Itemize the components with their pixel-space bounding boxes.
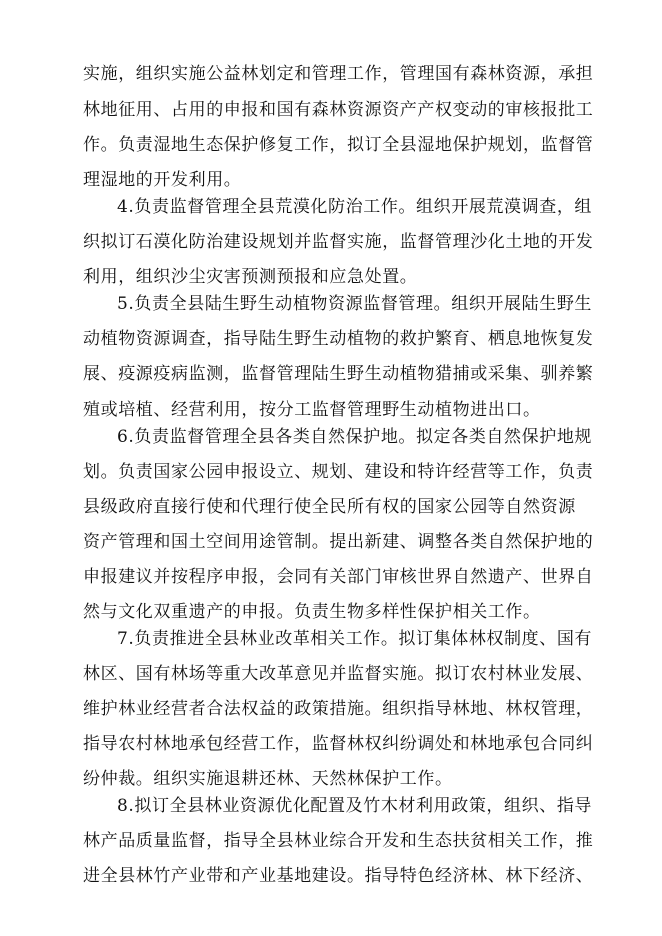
text-line: 然与文化双重遗产的申报。负责生物多样性保护相关工作。 bbox=[83, 602, 541, 622]
paragraph-7-start: 7.负责推进全县林业改革相关工作。拟订集体林权制度、国有 bbox=[117, 629, 593, 649]
text-line: 林产品质量监督，指导全县林业综合开发和生态扶贫相关工作，推 bbox=[83, 831, 594, 851]
text-line: 展、疫源疫病监测，监督管理陆生野生动植物猎捕或采集、驯养繁 bbox=[83, 364, 594, 384]
text-line: 申报建议并按程序申报，会同有关部门审核世界自然遗产、世界自 bbox=[83, 567, 594, 587]
text-line: 织拟订石漠化防治建设规划并监督实施，监督管理沙化土地的开发 bbox=[83, 232, 594, 252]
text-line: 动植物资源调查，指导陆生野生动植物的救护繁育、栖息地恢复发 bbox=[83, 329, 594, 349]
text-line: 纷仲裁。组织实施退耕还林、天然林保护工作。 bbox=[83, 769, 453, 789]
text-line: 划。负责国家公园申报设立、规划、建设和特许经营等工作，负责 bbox=[83, 462, 594, 482]
text-line: 资产管理和国土空间用途管制。提出新建、调整各类自然保护地的 bbox=[83, 532, 594, 552]
text-line: 林区、国有林场等重大改革意见并监督实施。拟订农村林业发展、 bbox=[83, 664, 594, 684]
text-line: 实施，组织实施公益林划定和管理工作，管理国有森林资源，承担 bbox=[83, 64, 594, 84]
paragraph-6-start: 6.负责监督管理全县各类自然保护地。拟定各类自然保护地规 bbox=[117, 427, 593, 447]
paragraph-5-start: 5.负责全县陆生野生动植物资源监督管理。组织开展陆生野生 bbox=[117, 294, 593, 314]
text-line: 维护林业经营者合法权益的政策措施。组织指导林地、林权管理， bbox=[83, 699, 594, 719]
text-line: 理湿地的开发利用。 bbox=[83, 170, 242, 190]
paragraph-8-start: 8.拟订全县林业资源优化配置及竹木材利用政策，组织、指导 bbox=[117, 796, 593, 816]
paragraph-4-start: 4.负责监督管理全县荒漠化防治工作。组织开展荒漠调查，组 bbox=[117, 197, 593, 217]
text-line: 殖或培植、经营利用，按分工监督管理野生动植物进出口。 bbox=[83, 400, 541, 420]
text-line: 林地征用、占用的申报和国有森林资源资产产权变动的审核报批工 bbox=[83, 100, 594, 120]
text-line: 作。负责湿地生态保护修复工作，拟订全县湿地保护规划，监督管 bbox=[83, 135, 594, 155]
text-line: 利用，组织沙尘灾害预测预报和应急处置。 bbox=[83, 267, 418, 287]
text-line: 指导农村林地承包经营工作，监督林权纠纷调处和林地承包合同纠 bbox=[83, 734, 594, 754]
text-line: 县级政府直接行使和代理行使全民所有权的国家公园等自然资源 bbox=[83, 497, 576, 517]
text-line: 进全县林竹产业带和产业基地建设。指导特色经济林、林下经济、 bbox=[83, 866, 594, 886]
